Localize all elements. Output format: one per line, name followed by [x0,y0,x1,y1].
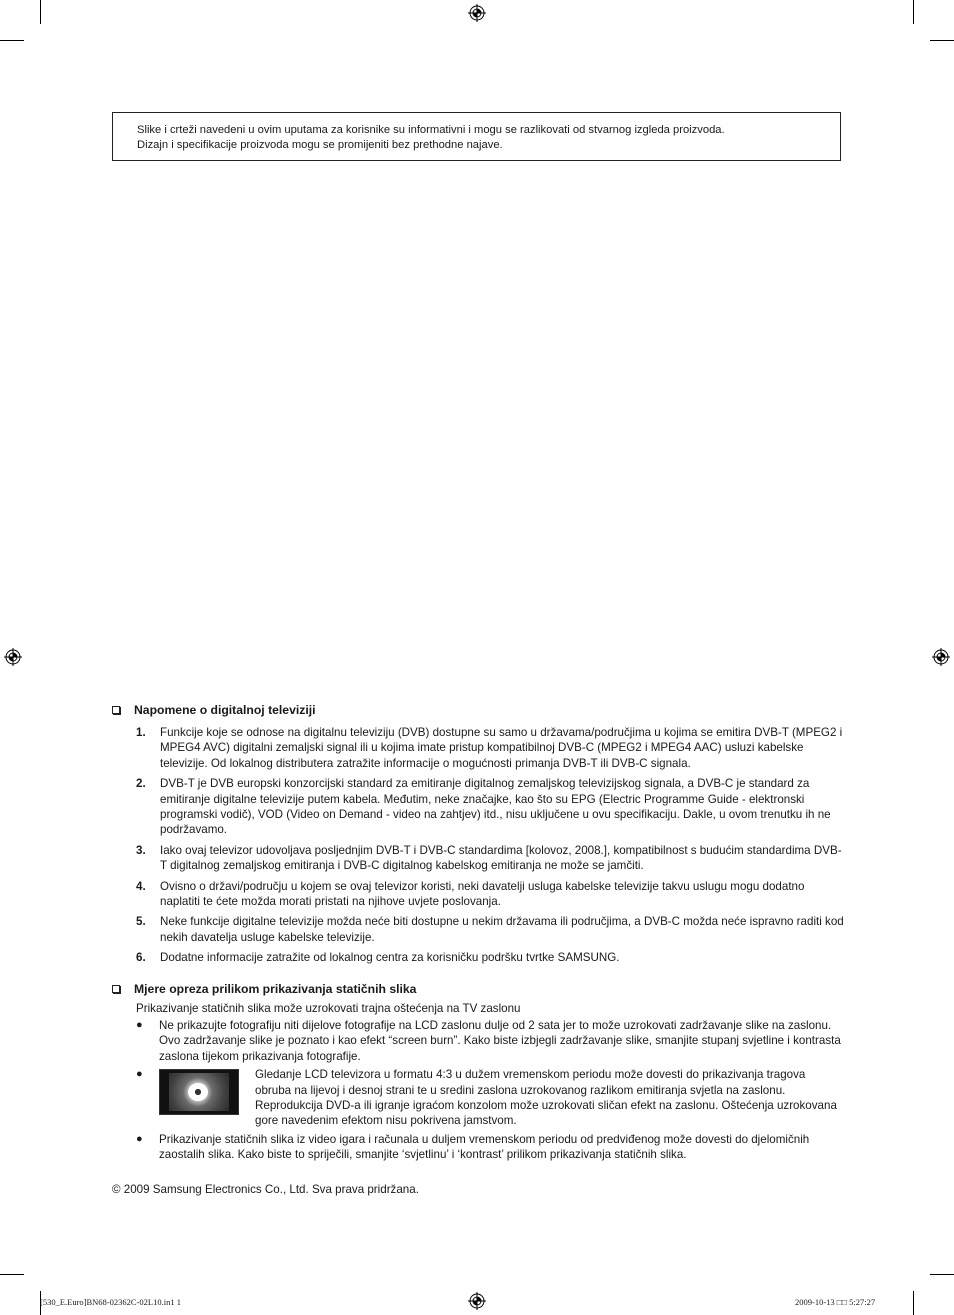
list-text: Neke funkcije digitalne televizije možda neće biti dostupne u nekim državama ili područjima, a DVB-C možda neće ispravno raditi kod nekih davatelja usluge kabelske televizije. [160,915,844,944]
crop-mark [930,1274,954,1275]
checkbox-square-icon [112,985,120,993]
list-text: Dodatne informacije zatražite od lokalnog centra za korisničku podršku tvrtke SAMSUNG. [160,951,620,965]
list-text: DVB-T je DVB europski konzorcijski standard za emitiranje digitalnog zemaljskog televizijskog signala, a DVB-C je standard za emitiranje digitalne televizije putem kabela. Međutim, neke značajke, kao što su EPG (Electric Programme Guide - elektronski programski vodič), VOD (Video on Demand - video na zahtjev) itd., nisu uključene u ovu specifikaciju. Dakle, u ovom trenutku ih ne podržavamo. [160,777,831,837]
print-footer-file: [530_E.Euro]BN68-02362C-02L10.in1 1 [40,1297,181,1307]
crop-mark [913,1291,914,1315]
notice-line: Slike i crteži navedeni u ovim uputama za korisnike su informativni i mogu se razlikovati od stvarnog izgleda proizvoda. [137,124,725,136]
crop-mark [913,0,914,24]
list-text: Funkcije koje se odnose na digitalnu televiziju (DVB) dostupne su samo u državama/područjima u kojima se emitira DVB-T (MPEG2 i MPEG4 AVC) digitalni zemaljski signal ili u kojima imate pristup kompatibilnoj DVB-C (MPEG2 i MPEG4 AAC) usluzi kabelske televizije. Od lokalnog distributera zatražite informacije o mogućnosti primanja DVB-T ili DVB-C signala. [160,726,843,770]
registration-mark-icon [4,648,22,666]
section-heading-text: Mjere opreza prilikom prikazivanja statičnih slika [134,982,417,996]
section-heading-text: Napomene o digitalnoj televiziji [134,703,316,717]
copyright: © 2009 Samsung Electronics Co., Ltd. Sva prava pridržana. [112,1183,419,1196]
list-number: 6. [136,951,146,965]
list-item [136,776,844,838]
bullet-icon: ● [136,1132,143,1145]
list-item [136,879,844,910]
list-item [136,725,844,771]
crop-mark [40,0,41,24]
section-heading [112,982,416,996]
list-text: Gledanje LCD televizora u formatu 4:3 u dužem vremenskom periodu može dovesti do prikazivanja tragova obruba na lijevoj i desnoj strani te u sredini zaslona uzrokovanog razlikom emitiranja svjetla na zaslonu. Reprodukcija DVD-a ili igranje igraćom konzolom može uzrokovati sličan efekt na zaslonu. Oštećenja uzrokovana gore navedenim efektom nisu pokrivena jamstvom. [255,1068,837,1128]
checkbox-square-icon [112,706,120,714]
list-item [136,914,844,945]
registration-mark-icon [468,1292,486,1310]
crop-mark [930,40,954,41]
notice-box [112,112,841,161]
tv-screen-image [159,1069,239,1115]
list-number: 2. [136,777,146,791]
list-number: 1. [136,726,146,739]
list-text: Ovisno o državi/području u kojem se ovaj televizor koristi, neki davatelji usluga kabelske televizije takvu uslugu mogu dodatno naplatiti te ćete možda morati pristati na njihove uvjete poslovanja. [160,879,805,909]
list-item [136,843,844,874]
bullet-icon: ● [136,1068,143,1081]
notice-line: Dizajn i specifikacije proizvoda mogu se promijeniti bez prethodne najave. [137,139,503,151]
list-item [136,950,844,965]
list-item [136,1067,844,1129]
registration-mark-icon [932,648,950,666]
list-item [136,1132,844,1163]
list-number: 3. [136,843,146,857]
list-text: Iako ovaj televizor udovoljava posljednjim DVB-T i DVB-C standardima [kolovoz, 2008.], kompatibilnost s budućim standardima DVB-T digitalnog zemaljskog emitiranja i DVB-C digitalnog kabelskog emitiranja ne može se jamčiti. [160,843,842,873]
list-text: Ne prikazujte fotografiju niti dijelove fotografije na LCD zaslonu dulje od 2 sata jer to može uzrokovati zadržavanje slike na zaslonu. Ovo zadržavanje slike je poznato i kao efekt “screen burn”. Kako biste izbjegli zadržavanje slike, smanjite stupanj svjetline i kontrasta zaslona tijekom prikazivanja fotografije. [159,1019,841,1063]
section-heading [112,703,316,717]
list-number: 5. [136,915,146,929]
bullet-icon: ● [136,1019,143,1031]
bullet-list [136,1018,844,1166]
crop-mark [0,40,24,41]
crop-mark [0,1274,24,1275]
list-number: 4. [136,879,146,893]
section-intro: Prikazivanje statičnih slika može uzrokovati trajna oštećenja na TV zaslonu [136,1002,521,1015]
numbered-list [136,725,844,971]
list-item [136,1018,844,1064]
print-footer-timestamp: 2009-10-13 □□ 5:27:27 [795,1297,876,1307]
list-text: Prikazivanje statičnih slika iz video igara i računala u duljem vremenskom periodu od predviđenog može dovesti do djelomičnih zaostalih slika. Kako biste to spriječili, smanjite ‘svjetlinu’ i ‘kontrast’ prilikom prikazivanja statičnih slika. [159,1132,810,1162]
registration-mark-icon [468,4,486,22]
